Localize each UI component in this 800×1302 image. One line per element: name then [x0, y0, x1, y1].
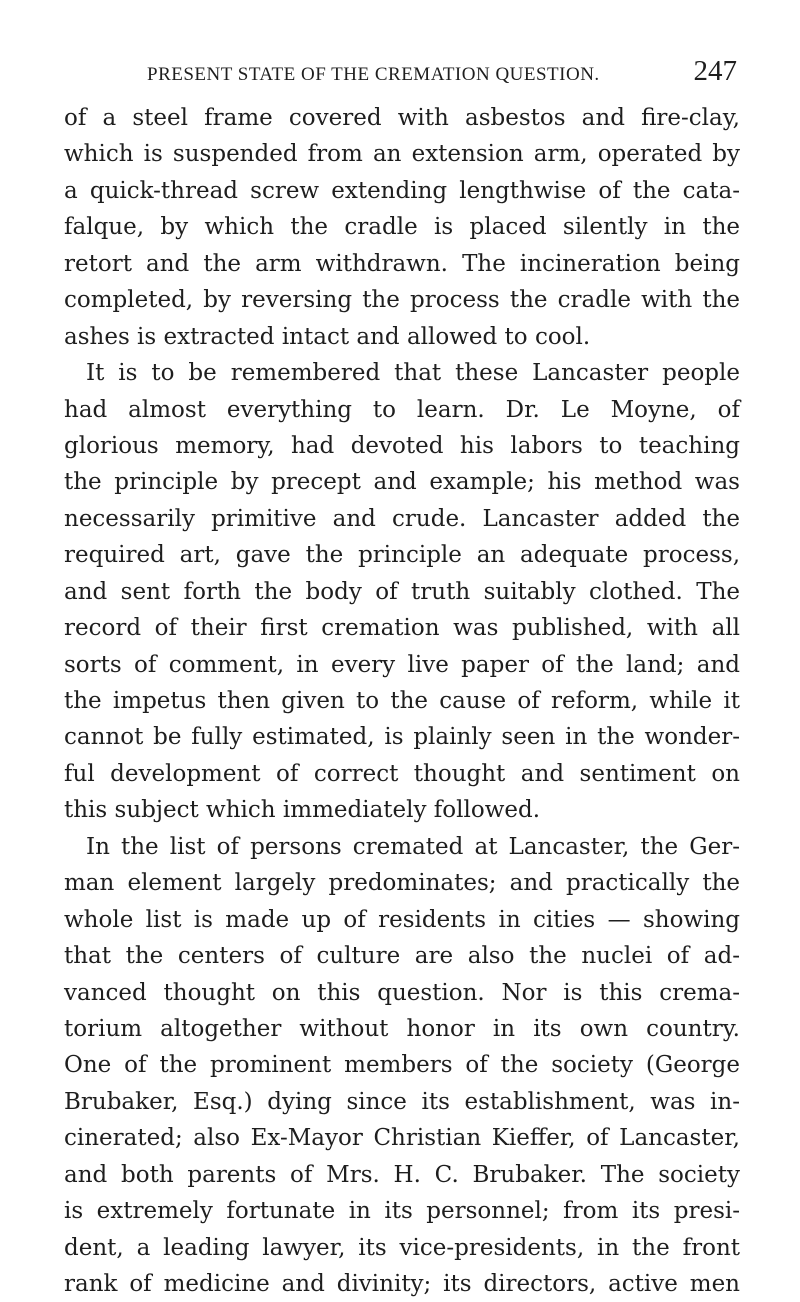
- text-line: One of the prominent members of the society (George: [64, 1052, 740, 1079]
- text-line: required art, gave the principle an adequate process,: [64, 542, 740, 569]
- text-line: falque, by which the cradle is placed silently in the: [64, 214, 740, 241]
- text-line: and both parents of Mrs. H. C. Brubaker. The society: [64, 1161, 740, 1188]
- text-line: a quick-thread screw extending lengthwise of the cata-: [64, 177, 740, 204]
- text-line: whole list is made up of residents in cities — showing: [64, 906, 740, 933]
- page-number: 247: [693, 55, 737, 87]
- text-line: of a steel frame covered with asbestos and fire-clay,: [64, 105, 740, 131]
- text-line: cinerated; also Ex-Mayor Christian Kieffer, of Lancaster,: [64, 1125, 740, 1152]
- text-line: this subject which immediately followed.: [64, 797, 541, 824]
- running-title: PRESENT STATE OF THE CREMATION QUESTION.: [147, 64, 600, 85]
- text-line: Brubaker, Esq.) dying since its establishment, was in-: [64, 1088, 740, 1115]
- text-line: rank of medicine and divinity; its directors, active men: [64, 1271, 740, 1297]
- text-line: the impetus then given to the cause of reform, while it: [64, 688, 740, 714]
- text-line: record of their first cremation was published, with all: [64, 615, 740, 642]
- body-text: [64, 100, 740, 1302]
- text-line: and sent forth the body of truth suitably clothed. The: [64, 578, 740, 605]
- text-line: cannot be fully estimated, is plainly seen in the wonder-: [64, 724, 740, 751]
- text-line: ful development of correct thought and sentiment on: [64, 760, 740, 787]
- text-line: sorts of comment, in every live paper of the land; and: [64, 651, 740, 678]
- text-line: torium altogether without honor in its own country.: [64, 1015, 740, 1042]
- text-line: had almost everything to learn. Dr. Le Moyne, of: [64, 396, 740, 423]
- text-line: man element largely predominates; and practically the: [64, 870, 740, 897]
- text-line: glorious memory, had devoted his labors to teaching: [64, 432, 740, 459]
- text-line: ashes is extracted intact and allowed to cool.: [64, 323, 591, 350]
- text-line: retort and the arm withdrawn. The incineration being: [64, 250, 740, 277]
- text-line: It is to be remembered that these Lancaster people: [86, 360, 740, 387]
- text-line: that the centers of culture are also the nuclei of ad-: [64, 943, 740, 970]
- text-line: which is suspended from an extension arm, operated by: [64, 141, 740, 168]
- text-line: dent, a leading lawyer, its vice-presidents, in the front: [64, 1234, 740, 1261]
- text-line: is extremely fortunate in its personnel; from its presi-: [64, 1198, 740, 1225]
- text-line: necessarily primitive and crude. Lancaster added the: [64, 505, 740, 532]
- text-line: vanced thought on this question. Nor is this crema-: [64, 979, 740, 1006]
- text-line: the principle by precept and example; his method was: [64, 469, 740, 496]
- text-line: completed, by reversing the process the cradle with the: [64, 287, 740, 314]
- text-line: In the list of persons cremated at Lancaster, the Ger-: [86, 833, 740, 860]
- running-head: [147, 55, 737, 87]
